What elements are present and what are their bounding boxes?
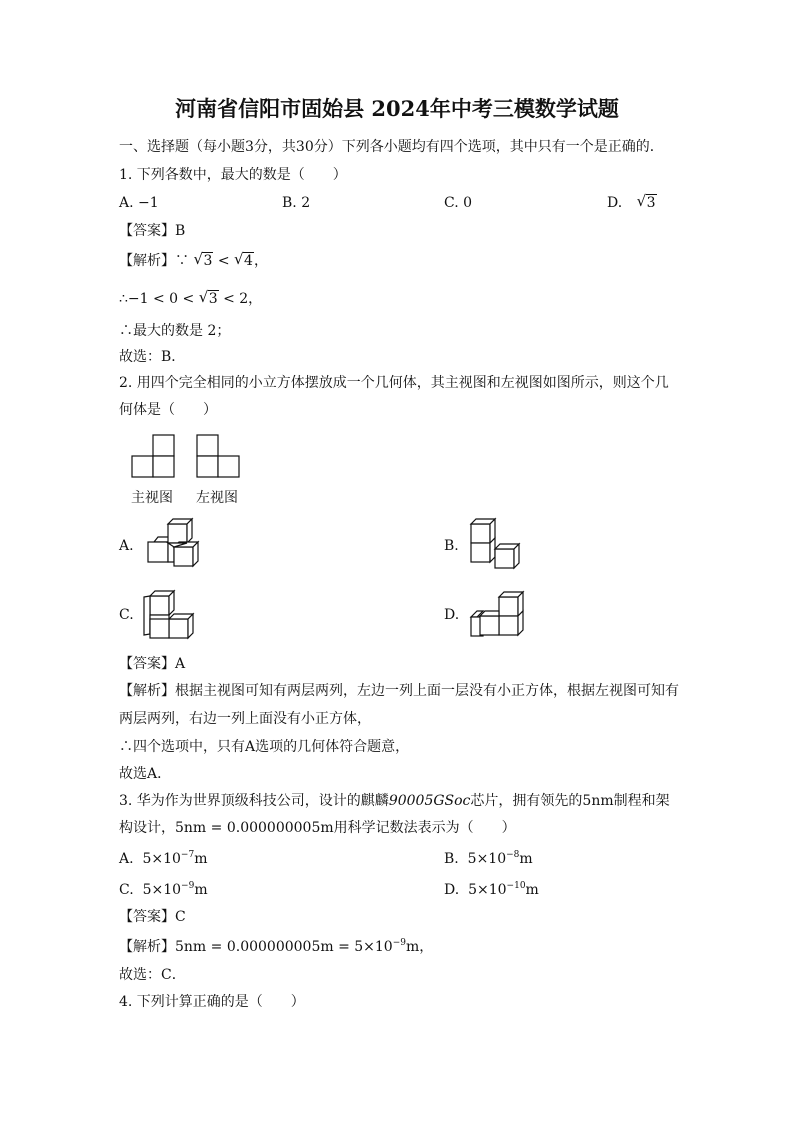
q2-option-d-label: D. xyxy=(444,607,460,623)
q3-answer: 【答案】C xyxy=(119,909,186,925)
page-title: 河南省信阳市固始县 2024年中考三模数学试题 xyxy=(175,96,619,121)
sqrt-sign: √ 3 xyxy=(193,250,213,269)
q2-option-b-label: B. xyxy=(444,538,459,554)
q3-option-c: C. $5\times 10^{-9}m$ xyxy=(119,881,208,898)
q2-stem-line2: 何体是（ ） xyxy=(119,402,217,418)
q1-option-c: C. 0 xyxy=(444,195,473,211)
left-view-label: 左视图 xyxy=(196,490,238,506)
q2-analysis-line2: 两层两列，右边一列上面没有小正方体， xyxy=(119,711,371,727)
q2-option-c-label: C. xyxy=(119,607,134,623)
q1-stem: 1. 下列各数中，最大的数是（ ） xyxy=(119,167,347,183)
section-heading: 一、选择题（每小题3分，共30分）下列各小题均有四个选项，其中只有一个是正确的． xyxy=(119,139,664,155)
q2-conclusion: 故选A． xyxy=(119,766,172,782)
q1-option-d xyxy=(607,194,657,212)
q3-analysis: 【解析】$5nm = 0.000000005m = 5\times 10^{-9}m$， xyxy=(119,938,434,955)
q2-option-b-figure xyxy=(469,517,523,571)
q2-option-a-label: A. xyxy=(119,538,134,554)
sqrt-sign: √ 3 xyxy=(198,288,218,307)
q2-analysis-line1: 【解析】根据主视图可知有两层两列，左边一列上面一层没有小正方体，根据左视图可知有 xyxy=(119,683,679,699)
q3-option-d: D. $5\times 10^{-10}m$ xyxy=(444,881,539,898)
q3-stem-line1: 3. 华为作为世界顶级科技公司，设计的麒麟90005GSoc芯片，拥有领先的5nm制程和架 xyxy=(119,793,670,809)
q1-conclusion: 故选：B． xyxy=(119,349,186,365)
q2-option-d-figure xyxy=(469,589,527,643)
q1-option-a: A. −1 xyxy=(119,195,159,211)
q1-option-d-label: D. xyxy=(607,195,623,211)
sqrt-sign: √ 4 xyxy=(234,250,253,269)
q2-analysis-line3: ∴四个选项中，只有A选项的几何体符合题意， xyxy=(119,739,410,755)
q2-answer: 【答案】A xyxy=(119,656,186,672)
front-view-label: 主视图 xyxy=(131,490,173,506)
q1-answer: 【答案】B xyxy=(119,223,186,239)
left-view-figure xyxy=(196,434,242,480)
q1-option-b: B. 2 xyxy=(282,195,311,211)
q2-option-a-figure xyxy=(146,517,204,571)
q2-stem-line1: 2. 用四个完全相同的小立方体摆放成一个几何体，其主视图和左视图如图所示，则这个几 xyxy=(119,375,669,391)
q3-option-b: B. $5\times 10^{-8}m$ xyxy=(444,850,533,867)
q4-stem: 4. 下列计算正确的是（ ） xyxy=(119,994,305,1010)
sqrt-sign: √ 3 xyxy=(636,192,656,211)
q1-analysis-line2: ∴−1 < 0 < √ 3 < 2， xyxy=(119,288,263,307)
q1-analysis-line1: 【解析】∵ √ 3 < √ 4， xyxy=(119,250,268,269)
q3-option-a: A. $5\times 10^{-7}m$ xyxy=(119,850,208,867)
q3-conclusion: 故选：C． xyxy=(119,967,186,983)
q1-analysis-line3: ∴最大的数是 2； xyxy=(119,323,231,339)
q3-stem-line2: 构设计，5nm = 0.000000005m用科学记数法表示为（ ） xyxy=(119,820,516,836)
q2-option-c-figure xyxy=(142,589,200,643)
front-view-figure xyxy=(131,434,177,480)
